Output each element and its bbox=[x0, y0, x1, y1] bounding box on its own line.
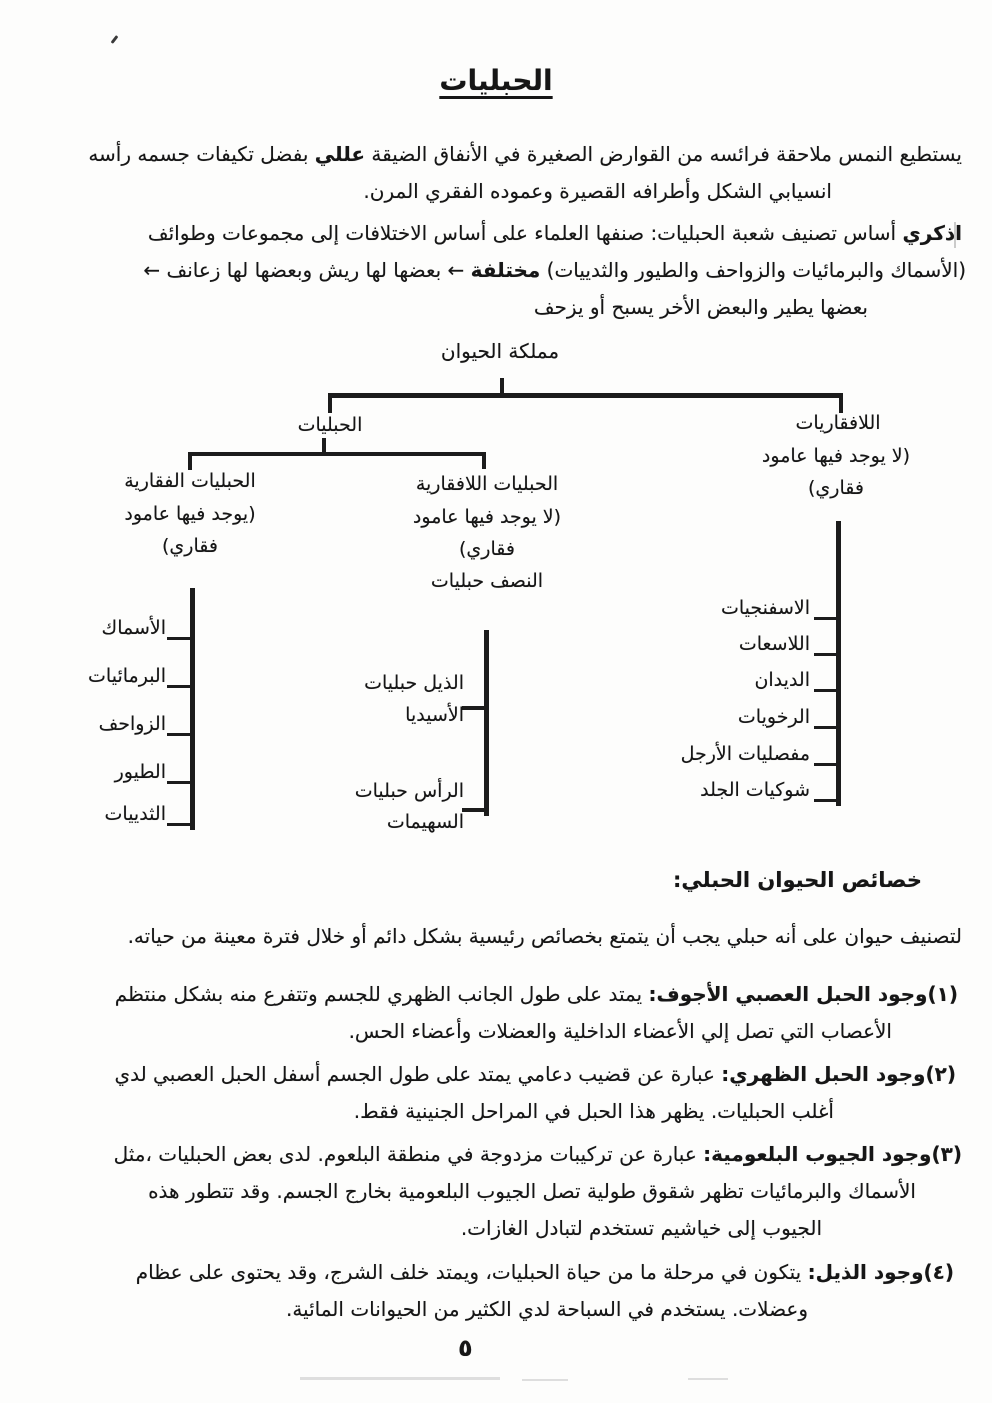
tree-root-label: مملكة الحيوان bbox=[440, 339, 560, 363]
intro-paragraph-2-line-1: اذكري أساس تصنيف شعبة الحبليات: صنفها العلماء على أساس الاختلافات إلى مجموعات وطوائف bbox=[147, 221, 962, 245]
tree-connector-level1-left-drop bbox=[328, 396, 332, 413]
tree-leaf-urochordates: الذيل حبليات bbox=[364, 672, 464, 694]
tree-node-vertebrate-chordates: الحبليات الفقارية bbox=[124, 470, 256, 492]
point-1-line-2: الأعصاب التي تصل إلي الأعضاء الداخلية والعضلات وأعضاء الحس. bbox=[348, 1019, 892, 1043]
tree-node-invertebrates-note-1: (لا يوجد فيها عامود bbox=[761, 445, 911, 467]
point-2-line-1: (٢)وجود الحبل الظهري: عبارة عن قضيب دعامي يمتد على طول الجسم أسفل الحبل العصبي لدي bbox=[114, 1062, 956, 1086]
tree-node-invertebrates: اللافقاريات bbox=[795, 412, 881, 434]
point-1-lead: (١)وجود الحبل العصبي الأجوف: bbox=[648, 982, 958, 1006]
tree-invertebrates-tick-3 bbox=[814, 689, 836, 692]
tree-leaf-fishes: الأسماك bbox=[101, 617, 166, 639]
scan-artifact-mark bbox=[111, 35, 119, 44]
section-intro: لتصنيف حيوان على أنه حبلي يجب أن يتمتع بخصائص رئيسية بشكل دائم أو خلال فترة معينة من حياته. bbox=[127, 924, 962, 948]
point-3-lead: (٣)وجود الجيوب البلعومية: bbox=[703, 1142, 962, 1166]
tree-invertebrates-tick-1 bbox=[814, 617, 836, 620]
point-4-line-2: وعضلات. يستخدم في السباحة لدي الكثير من الحيوانات المائية. bbox=[285, 1297, 808, 1321]
point-1-line-1: (١)وجود الحبل العصبي الأجوف: يمتد على طول الجانب الظهري للجسم وتتفرع منه بشكل منتظم bbox=[114, 982, 958, 1006]
tree-invertebrates-tick-4 bbox=[814, 726, 836, 729]
bold-word-clarify: عللي bbox=[314, 142, 366, 166]
page-number: ٥ bbox=[458, 1334, 473, 1362]
tree-invertebrates-tick-6 bbox=[814, 799, 836, 802]
tree-leaf-worms: الديدان bbox=[754, 669, 810, 691]
intro-paragraph-2-line-3: بعضها يطير والبعض الأخر يسبح أو يزحف bbox=[533, 295, 868, 319]
tree-node-invertebrates-note-2: فقاري) bbox=[808, 477, 864, 499]
tree-leaf-arthropods: مفصليات الأرجل bbox=[680, 743, 810, 765]
tree-leaf-ascidians: الأسيديا bbox=[405, 704, 464, 726]
section-heading: خصائص الحيوان الحبلي: bbox=[673, 868, 922, 892]
tree-node-invertebrate-chordates-note-2: فقاري) bbox=[459, 538, 515, 560]
intro-paragraph-2-line-2: (الأسماك والبرمائيات والزواحف والطيور والثدييات) مختلفة ← بعضها لها ريش وبعضها لها زعانف ← bbox=[143, 258, 966, 282]
arrow-text: ← بعضها لها ريش وبعضها لها زعانف ← bbox=[143, 258, 471, 282]
tree-protochordates-vertical-line bbox=[484, 630, 489, 816]
tree-leaf-cnidarians: اللاسعات bbox=[738, 633, 810, 655]
tree-leaf-reptiles: الزواحف bbox=[98, 713, 166, 735]
tree-vertebrates-tick-1 bbox=[167, 637, 190, 640]
tree-leaf-amphibians: البرمائيات bbox=[88, 665, 166, 687]
tree-vertebrates-tick-2 bbox=[167, 685, 190, 688]
tree-node-chordates: الحبليات bbox=[297, 414, 363, 436]
tree-node-invertebrate-chordates: الحبليات اللافقارية bbox=[415, 473, 559, 495]
tree-vertebrates-vertical-line bbox=[190, 588, 195, 830]
tree-invertebrates-tick-2 bbox=[814, 653, 836, 656]
point-3-line-2: الأسماك والبرمائيات تظهر شقوق طولية تصل الجيوب البلعومية بخارج الجسم. وقد تتطور هذه bbox=[148, 1179, 916, 1203]
tree-connector-level1-horizontal bbox=[328, 393, 843, 398]
tree-invertebrates-tick-5 bbox=[814, 763, 836, 766]
tree-connector-level2-horizontal bbox=[188, 452, 486, 456]
point-3-line-1: (٣)وجود الجيوب البلعومية: عبارة عن تركيبات مزدوجة في منطقة البلعوم. لدى بعض الحبليات ،مثل bbox=[113, 1142, 962, 1166]
point-4-lead: (٤)وجود الذيل: bbox=[807, 1260, 954, 1284]
tree-invertebrates-vertical-line bbox=[836, 521, 841, 806]
tree-vertebrates-tick-5 bbox=[167, 823, 190, 826]
scan-artifact-smudge bbox=[688, 1378, 728, 1380]
tree-leaf-sponges: الاسفنجيات bbox=[720, 597, 810, 619]
intro-paragraph-1-line-1: يستطيع النمس ملاحقة فرائسه من القوارض الصغيرة في الأنفاق الضيقة عللي بفضل تكيفات جسمه رأسه bbox=[88, 142, 962, 166]
point-4-line-1: (٤)وجود الذيل: يتكون في مرحلة ما من حياة الحبليات، ويمتد خلف الشرج، وقد يحتوى على عظام bbox=[135, 1260, 954, 1284]
point-2-lead: (٢)وجود الحبل الظهري: bbox=[721, 1062, 956, 1086]
tree-leaf-echinoderms: شوكيات الجلد bbox=[700, 779, 810, 801]
tree-node-vertebrate-chordates-note-1: (يوجد فيها عامود bbox=[124, 503, 256, 525]
tree-leaf-cephalochordates: الرأس حبليات bbox=[354, 780, 464, 802]
tree-vertebrates-tick-4 bbox=[167, 781, 190, 784]
tree-node-vertebrate-chordates-note-2: فقاري) bbox=[162, 535, 218, 557]
point-2-line-2: أغلب الحبليات. يظهر هذا الحبل في المراحل الجنينية فقط. bbox=[353, 1099, 834, 1123]
tree-leaf-mollusks: الرخويات bbox=[737, 706, 810, 728]
tree-protochordates-tick-1 bbox=[462, 706, 484, 710]
page-title bbox=[0, 64, 992, 97]
tree-protochordates-tick-2 bbox=[462, 808, 484, 812]
bold-word-different: مختلفة bbox=[470, 258, 541, 282]
point-3-line-3: الجيوب إلى خياشيم تستخدم لتبادل الغازات. bbox=[460, 1216, 822, 1240]
page-title-text: الحبليات bbox=[439, 64, 553, 97]
bold-word-mention: اذكري bbox=[902, 221, 962, 245]
tree-connector-level2-right-drop bbox=[482, 454, 486, 469]
scan-artifact-smudge bbox=[522, 1379, 568, 1381]
tree-node-hemichordates: النصف حبليات bbox=[430, 570, 544, 592]
tree-leaf-lancelets: السهيمات bbox=[386, 811, 464, 833]
tree-node-invertebrate-chordates-note-1: (لا يوجد فيها عامود bbox=[412, 506, 562, 528]
intro-paragraph-1-line-2: انسيابي الشكل وأطرافه القصيرة وعموده الفقري المرن. bbox=[363, 179, 832, 203]
scan-artifact-smudge bbox=[300, 1377, 500, 1380]
tree-leaf-birds: الطيور bbox=[114, 761, 166, 783]
tree-vertebrates-tick-3 bbox=[167, 733, 190, 736]
tree-leaf-mammals: الثدييات bbox=[104, 803, 166, 825]
